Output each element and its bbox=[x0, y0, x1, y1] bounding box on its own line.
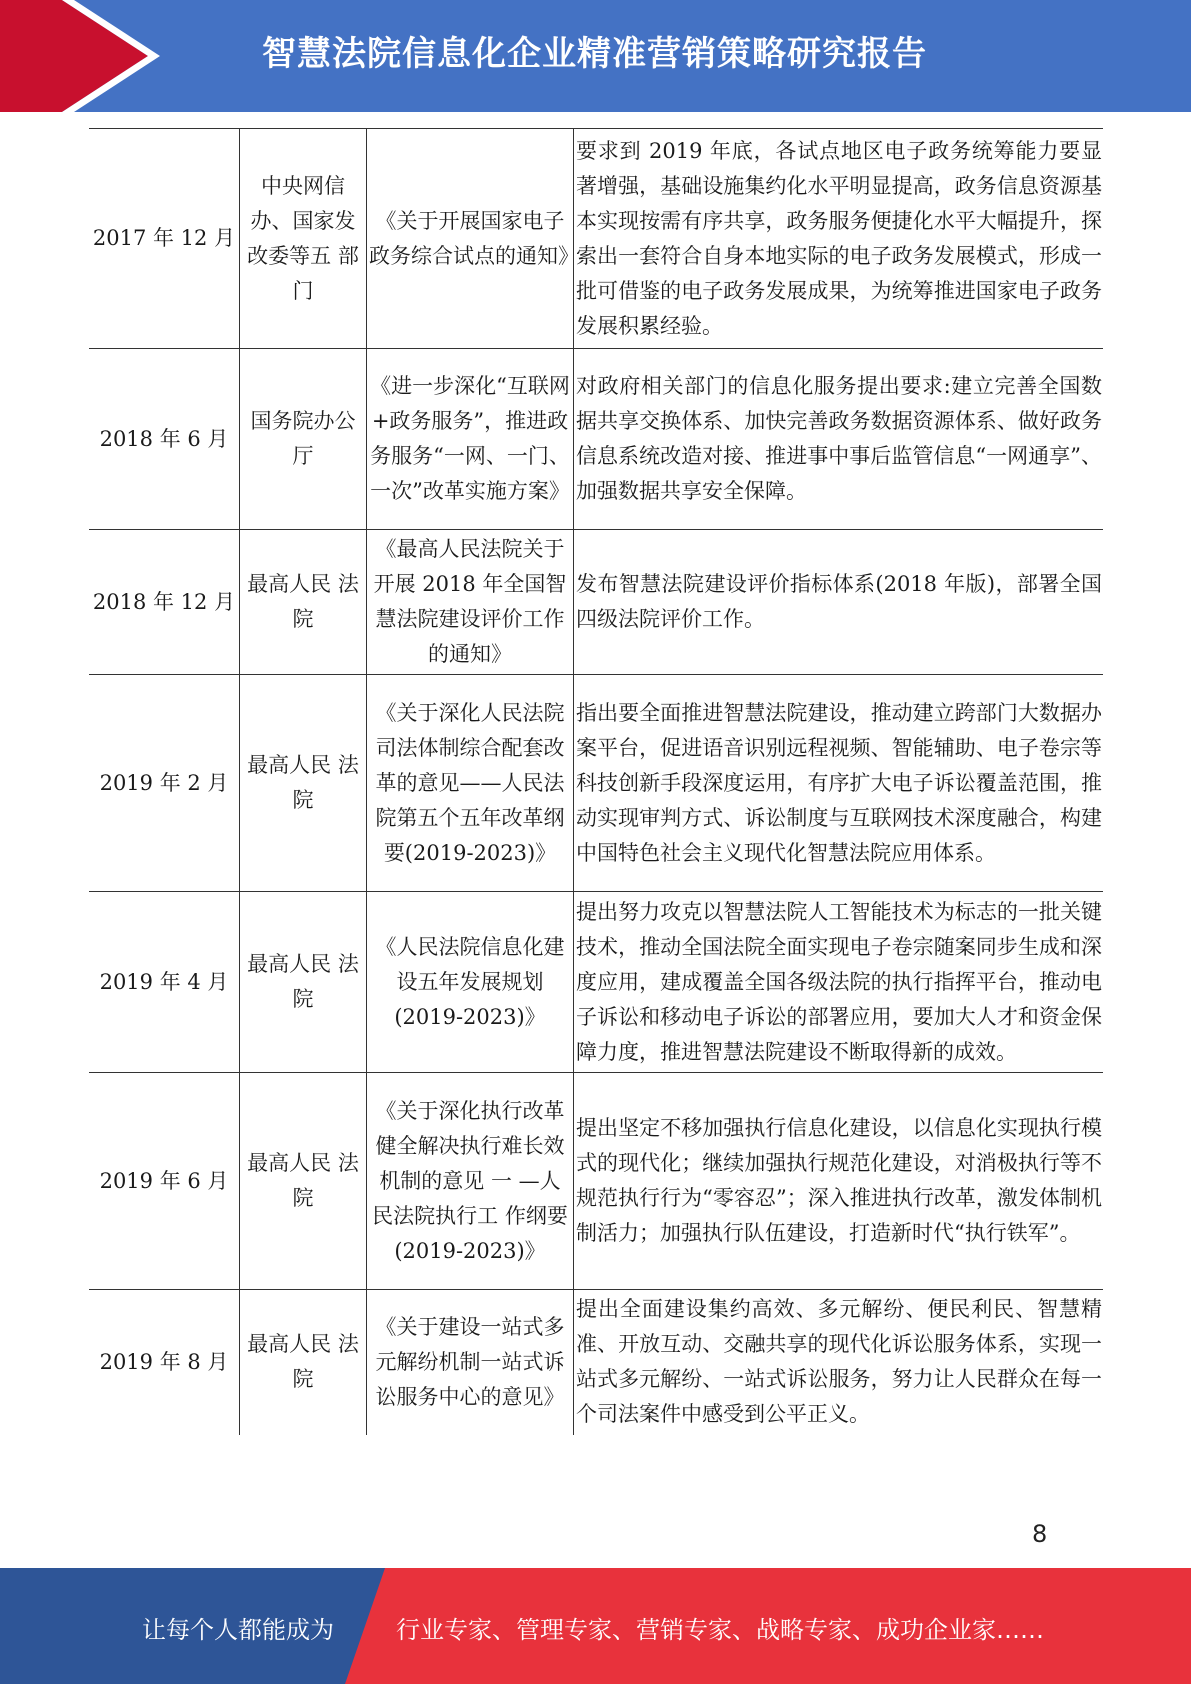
row-description: 提出全面建设集约高效、多元解纷、便民利民、智慧精准、开放互动、交融共享的现代化诉讼服务体系，实现一站式多元解纷、一站式诉讼服务，努力让人民群众在每一个司法案件中感受到公平正义。 bbox=[574, 1290, 1104, 1435]
footer-slogan-lead: 让每个人都能成为 bbox=[142, 1616, 334, 1644]
row-issuer: 最高人民 法院 bbox=[240, 675, 367, 892]
row-issuer: 国务院办公厅 bbox=[240, 349, 367, 530]
row-document: 《最高人民法院关于开展 2018 年全国智慧法院建设评价工作的通知》 bbox=[367, 530, 574, 675]
page-header bbox=[0, 0, 1191, 112]
table-row bbox=[89, 349, 1103, 530]
table-row bbox=[89, 1073, 1103, 1290]
row-document: 《关于深化执行改革健全解决执行难长效机制的意见 一 —人民法院执行工 作纲要(2019-2023)》 bbox=[367, 1073, 574, 1290]
table-row bbox=[89, 892, 1103, 1073]
footer-slogan-roles: 行业专家、管理专家、营销专家、战略专家、成功企业家…… bbox=[396, 1616, 1044, 1644]
page-number: 8 bbox=[1032, 1520, 1048, 1548]
row-date: 2019 年 6 月 bbox=[89, 1073, 240, 1290]
row-issuer: 最高人民 法院 bbox=[240, 1073, 367, 1290]
row-issuer: 最高人民 法院 bbox=[240, 1290, 367, 1435]
row-date: 2018 年 6 月 bbox=[89, 349, 240, 530]
row-document: 《关于建设一站式多元解纷机制一站式诉讼服务中心的意见》 bbox=[367, 1290, 574, 1435]
row-issuer: 最高人民 法院 bbox=[240, 530, 367, 675]
table-row bbox=[89, 675, 1103, 892]
row-date: 2017 年 12 月 bbox=[89, 129, 240, 349]
page-footer bbox=[0, 1568, 1191, 1684]
table-row bbox=[89, 1290, 1103, 1435]
row-description: 对政府相关部门的信息化服务提出要求:建立完善全国数据共享交换体系、加快完善政务数据资源体系、做好政务信息系统改造对接、推进事中事后监管信息“一网通享”、加强数据共享安全保障。 bbox=[574, 349, 1104, 530]
report-title: 智慧法院信息化企业精准营销策略研究报告 bbox=[262, 34, 927, 74]
row-document: 《进一步深化“互联网+政务服务”，推进政务服务“一网、一门、一次”改革实施方案》 bbox=[367, 349, 574, 530]
table-row bbox=[89, 530, 1103, 675]
row-date: 2018 年 12 月 bbox=[89, 530, 240, 675]
row-date: 2019 年 2 月 bbox=[89, 675, 240, 892]
row-issuer: 中央网信办、国家发改委等五 部门 bbox=[240, 129, 367, 349]
policy-table-grid bbox=[89, 128, 1103, 1435]
row-date: 2019 年 8 月 bbox=[89, 1290, 240, 1435]
row-document: 《关于开展国家电子政务综合试点的通知》 bbox=[367, 129, 574, 349]
row-document: 《人民法院信息化建设五年发展规划(2019-2023)》 bbox=[367, 892, 574, 1073]
row-description: 指出要全面推进智慧法院建设，推动建立跨部门大数据办案平台，促进语音识别远程视频、智能辅助、电子卷宗等科技创新手段深度运用，有序扩大电子诉讼覆盖范围，推动实现审判方式、诉讼制度与互联网技术深度融合，构建中国特色社会主义现代化智慧法院应用体系。 bbox=[574, 675, 1104, 892]
row-description: 提出坚定不移加强执行信息化建设，以信息化实现执行模式的现代化；继续加强执行规范化建设，对消极执行等不规范执行行为“零容忍”；深入推进执行改革，激发体制机制活力；加强执行队伍建设，打造新时代“执行铁军”。 bbox=[574, 1073, 1104, 1290]
policy-table bbox=[89, 128, 1103, 1435]
row-description: 提出努力攻克以智慧法院人工智能技术为标志的一批关键技术，推动全国法院全面实现电子卷宗随案同步生成和深度应用，建成覆盖全国各级法院的执行指挥平台，推动电子诉讼和移动电子诉讼的部署应用，要加大人才和资金保障力度，推进智慧法院建设不断取得新的成效。 bbox=[574, 892, 1104, 1073]
table-row bbox=[89, 129, 1103, 349]
row-description: 要求到 2019 年底，各试点地区电子政务统筹能力要显著增强，基础设施集约化水平明显提高，政务信息资源基本实现按需有序共享，政务服务便捷化水平大幅提升，探索出一套符合自身本地实际的电子政务发展模式，形成一批可借鉴的电子政务发展成果，为统筹推进国家电子政务发展积累经验。 bbox=[574, 129, 1104, 349]
row-issuer: 最高人民 法院 bbox=[240, 892, 367, 1073]
row-description: 发布智慧法院建设评价指标体系(2018 年版)，部署全国四级法院评价工作。 bbox=[574, 530, 1104, 675]
row-document: 《关于深化人民法院司法体制综合配套改革的意见——人民法院第五个五年改革纲要(2019-2023)》 bbox=[367, 675, 574, 892]
row-date: 2019 年 4 月 bbox=[89, 892, 240, 1073]
header-arrow-decoration bbox=[0, 0, 160, 112]
